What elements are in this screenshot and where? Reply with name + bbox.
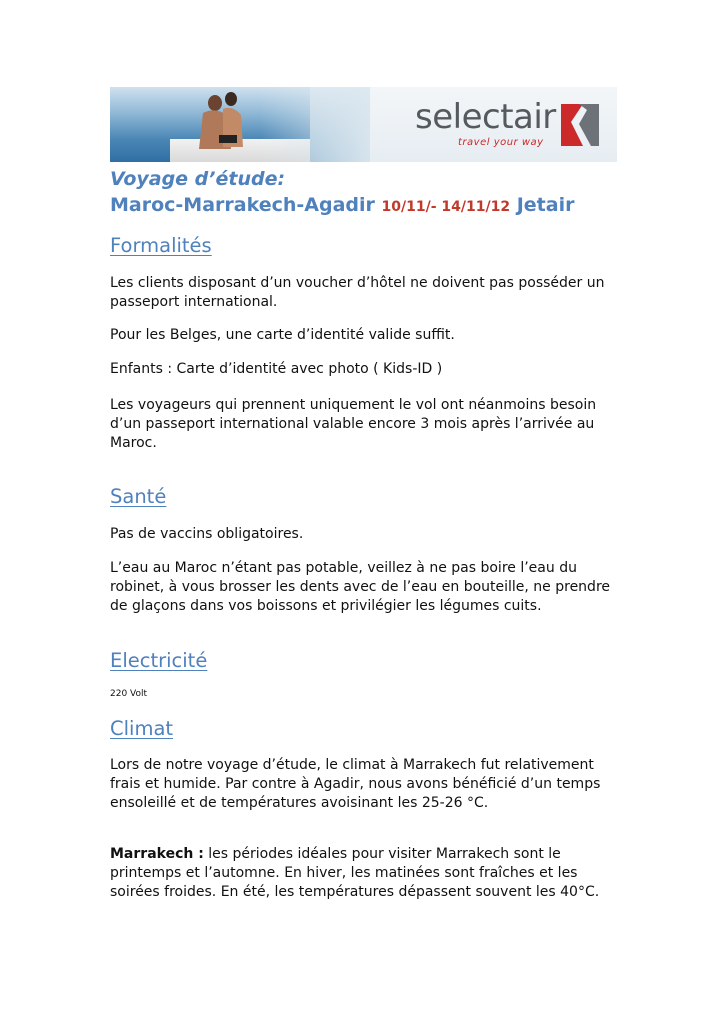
formalites-paragraph-3: Enfants : Carte d’identité avec photo ( Kids-ID ): [110, 361, 443, 377]
formalites-paragraph-2: Pour les Belges, une carte d’identité valide suffit.: [110, 327, 455, 343]
title-route: Maroc-Marrakech-Agadir: [110, 194, 375, 216]
heading-sante: Santé: [110, 485, 167, 508]
banner-fade: [260, 87, 380, 162]
sante-paragraph-1: Pas de vaccins obligatoires.: [110, 526, 304, 542]
formalites-paragraph-4: Les voyageurs qui prennent uniquement le vol ont néanmoins besoin d’un passeport international valable encore 3 mois après l’arrivée au Maroc.: [110, 397, 597, 451]
selectair-logo-icon: [557, 102, 602, 148]
title-line-2: [110, 192, 630, 220]
climat-paragraph-1: Lors de notre voyage d’étude, le climat à Marrakech fut relativement frais et humide. Par contre à Agadir, nous avons bénéficié d’un temps ensoleillé et de températures avoisinant les 25-26 °C.: [110, 757, 601, 811]
heading-formalites: Formalités: [110, 234, 212, 257]
climat-marrakech-label: Marrakech :: [110, 846, 204, 862]
sante-paragraph-2: L’eau au Maroc n’étant pas potable, veillez à ne pas boire l’eau du robinet, à vous brosser les dents avec de l’eau en bouteille, ne prendre de glaçons dans vos boissons et privilégier les légumes cuits.: [110, 560, 611, 614]
title-carrier: Jetair: [516, 194, 575, 216]
brand-tagline: travel your way: [458, 137, 544, 148]
brand-name: selectair: [415, 97, 556, 137]
heading-electricite: Electricité: [110, 649, 208, 672]
title-dates: 10/11/- 14/11/12: [381, 199, 511, 215]
header-banner: [110, 87, 617, 162]
formalites-paragraph-1: Les clients disposant d’un voucher d’hôtel ne doivent pas posséder un passeport international.: [110, 275, 605, 310]
couple-photo-icon: [185, 89, 255, 155]
document-title: [110, 166, 630, 220]
electricite-paragraph-1: 220 Volt: [110, 689, 148, 699]
heading-climat: Climat: [110, 717, 174, 740]
climat-paragraph-2: [110, 845, 620, 902]
title-line-1: Voyage d’étude:: [110, 168, 286, 190]
climat-marrakech-text: les périodes idéales pour visiter Marrakech sont le printemps et l’automne. En hiver, les matinées sont fraîches et les soirées froides. En été, les températures dépassent souvent les 40°C.: [110, 846, 600, 900]
